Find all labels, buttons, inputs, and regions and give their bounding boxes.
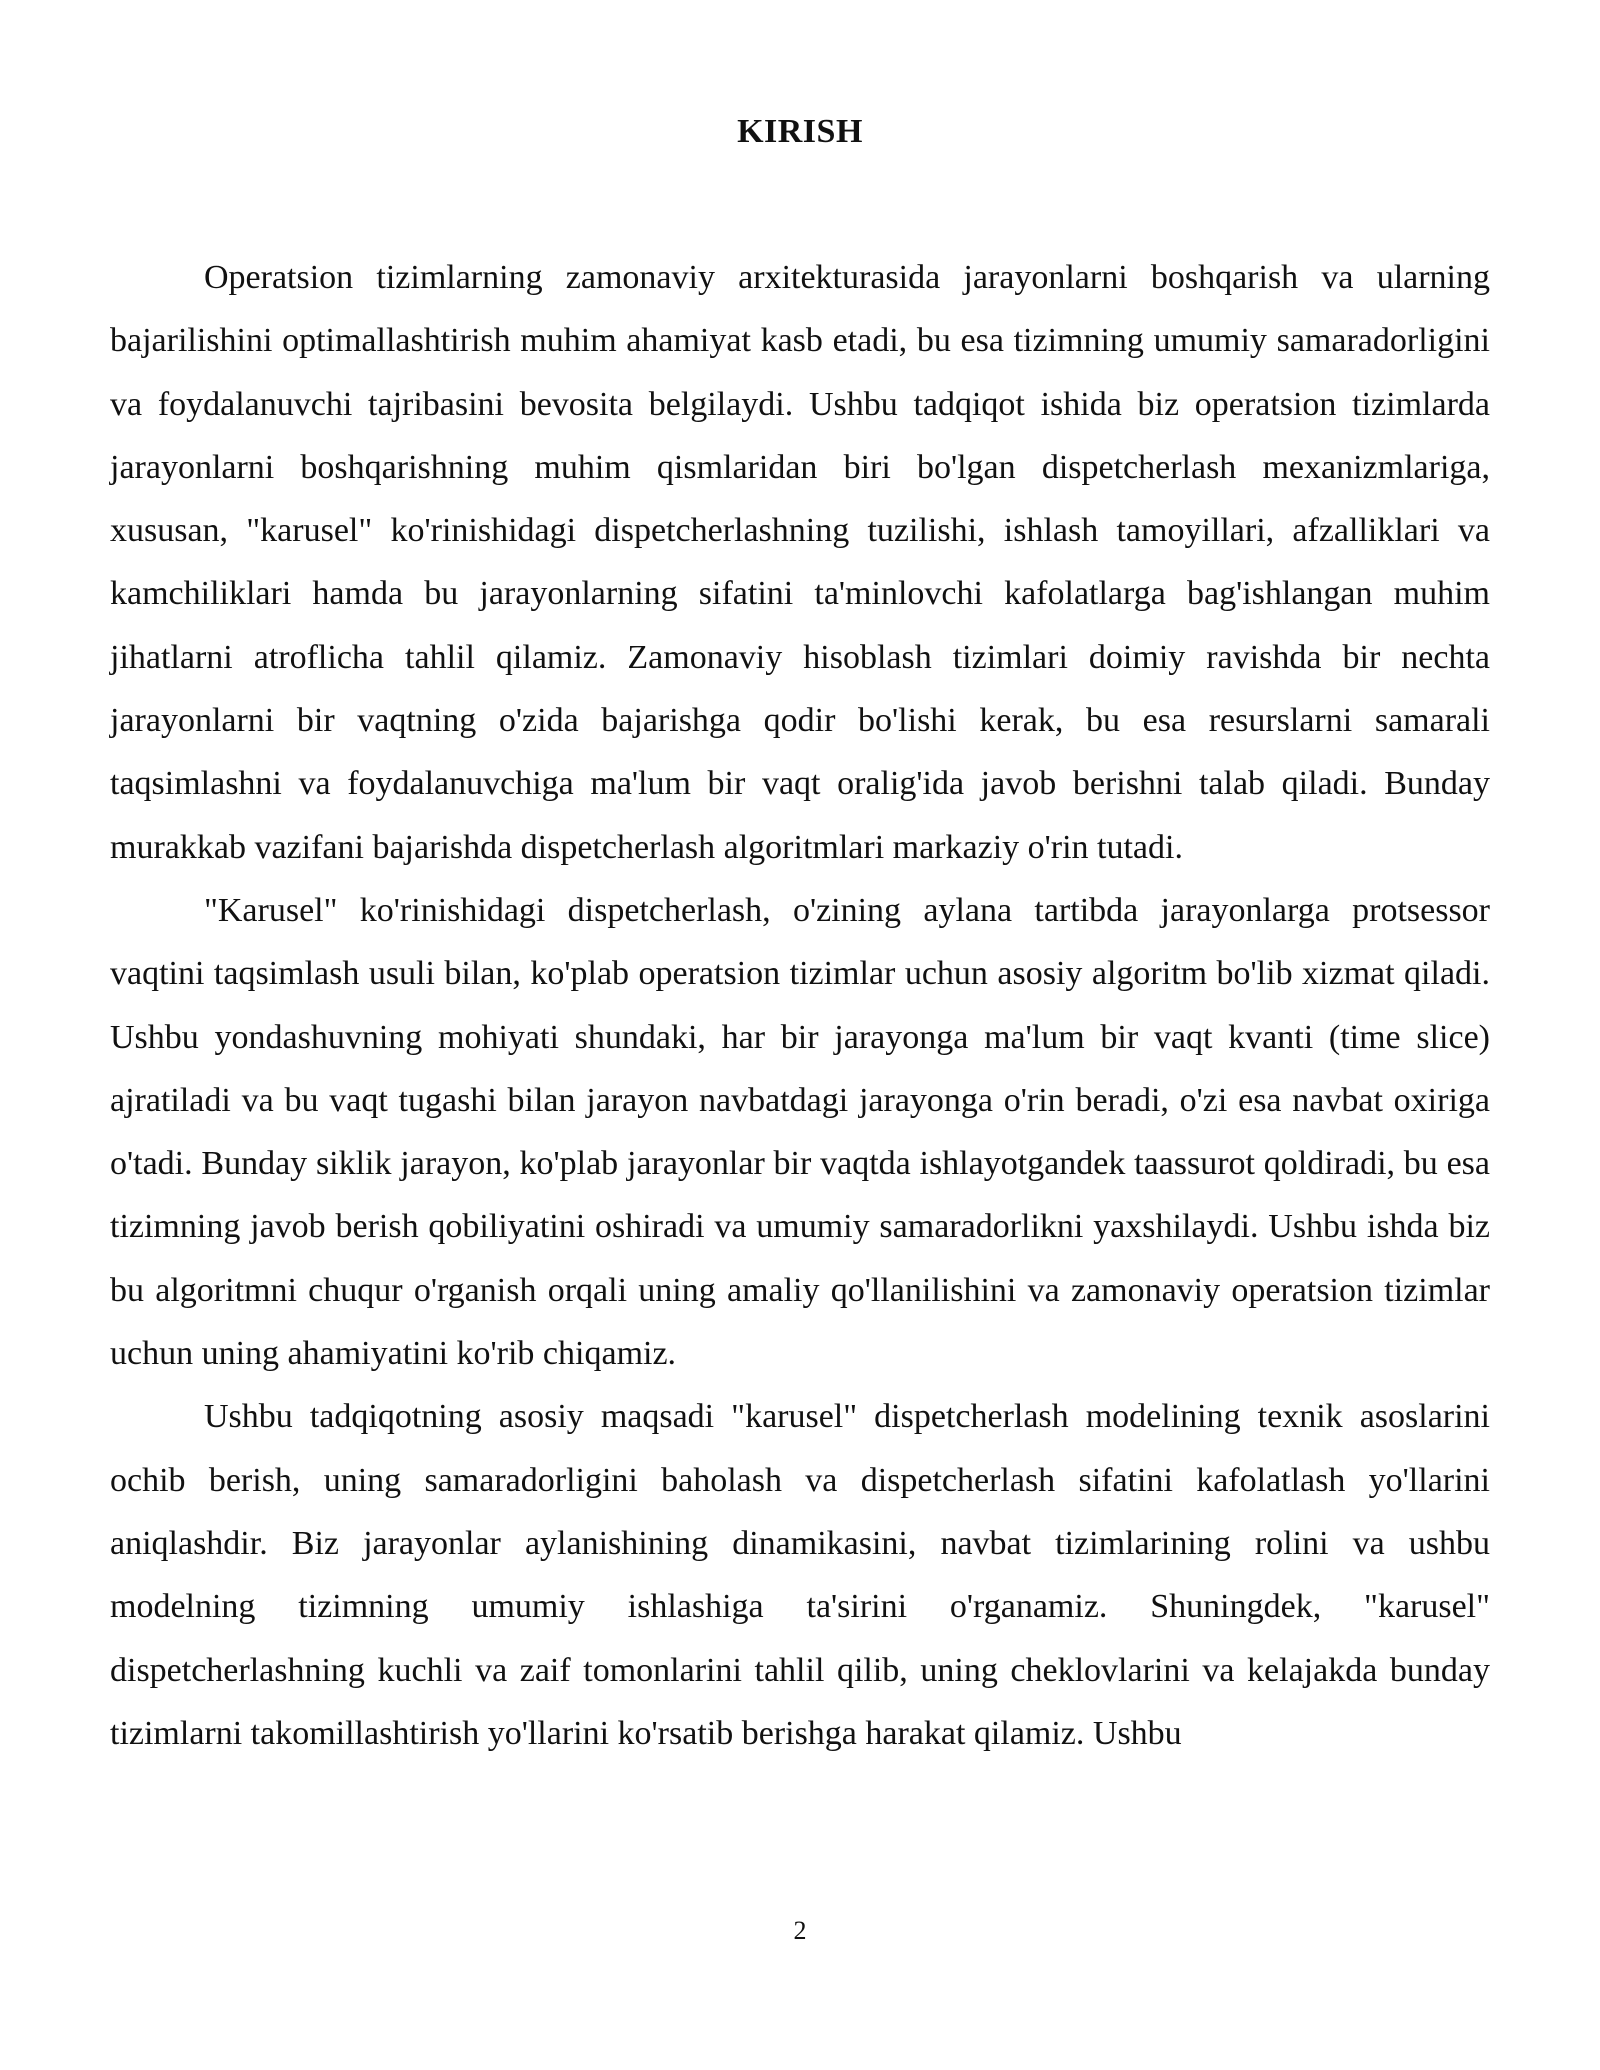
page-number: 2 xyxy=(793,1916,807,1945)
paragraph-2: "Karusel" ko'rinishidagi dispetcherlash, o'zining aylana tartibda jarayonlarga protsessor vaqtini taqsimlash usuli bilan, ko'plab operatsion tizimlar uchun asosiy algoritm bo'lib xizmat qiladi. Ushbu yondashuvning mohiyati shundaki, har bir jarayonga ma'lum bir vaqt kvanti (time slice) ajratiladi va bu vaqt tugashi bilan jarayon navbatdagi jarayonga o'rin beradi, o'zi esa navbat oxiriga o'tadi. Bunday siklik jarayon, ko'plab jarayonlar bir vaqtda ishlayotgandek taassurot qoldiradi, bu esa tizimning javob berish qobiliyatini oshiradi va umumiy samaradorlikni yaxshilaydi. Ushbu ishda biz bu algoritmni chuqur o'rganish orqali uning amaliy qo'llanilishini va zamonaviy operatsion tizimlar uchun uning ahamiyatini ko'rib chiqamiz. xyxy=(110,891,1490,1373)
paragraph-1: Operatsion tizimlarning zamonaviy arxitekturasida jarayonlarni boshqarish va ularning bajarilishini optimallashtirish muhim ahamiyat kasb etadi, bu esa tizimning umumiy samaradorligini va foydalanuvchi tajribasini bevosita belgilaydi. Ushbu tadqiqot ishida biz operatsion tizimlarda jarayonlarni boshqarishning muhim qismlaridan biri bo'lgan dispetcherlash mexanizmlariga, xususan, "karusel" ko'rinishidagi dispetcherlashning tuzilishi, ishlash tamoyillari, afzalliklari va kamchiliklari hamda bu jarayonlarning sifatini ta'minlovchi kafolatlarga bag'ishlangan muhim jihatlarni atroflicha tahlil qilamiz. Zamonaviy hisoblash tizimlari doimiy ravishda bir nechta jarayonlarni bir vaqtning o'zida bajarishga qodir bo'lishi kerak, bu esa resurslarni samarali taqsimlashni va foydalanuvchiga ma'lum bir vaqt oralig'ida javob berishni talab qiladi. Bunday murakkab vazifani bajarishda dispetcherlash algoritmlari markaziy o'rin tutadi. xyxy=(110,259,1490,866)
paragraph-3: Ushbu tadqiqotning asosiy maqsadi "karusel" dispetcherlash modelining texnik asoslarini ochib berish, uning samaradorligini baholash va dispetcherlash sifatini kafolatlash yo'llarini aniqlashdir. Biz jarayonlar aylanishining dinamikasini, navbat tizimlarining rolini va ushbu modelning tizimning umumiy ishlashiga ta'sirini o'rganamiz. Shuningdek, "karusel" dispetcherlashning kuchli va zaif tomonlarini tahlil qilib, uning cheklovlarini va kelajakda bunday tizimlarni takomillashtirish yo'llarini ko'rsatib berishga harakat qilamiz. Ushbu xyxy=(110,1398,1490,1752)
body-text xyxy=(110,246,1490,1765)
section-heading: KIRISH xyxy=(737,113,863,150)
